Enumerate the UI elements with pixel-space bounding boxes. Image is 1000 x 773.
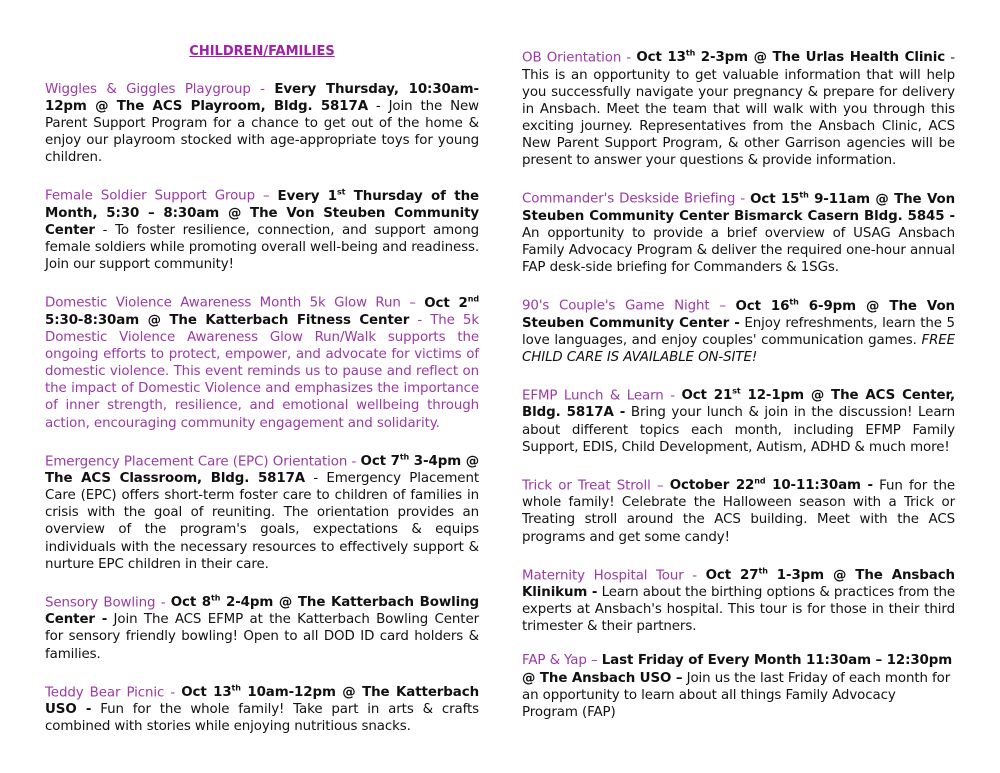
event-glow-run [45,290,479,431]
event-separator: – [254,188,278,204]
event-title: Sensory Bowling [45,595,156,611]
event-title: 90's Couple's Game Night [522,298,710,314]
event-title: Teddy Bear Picnic [45,685,165,701]
ordinal-suffix: th [799,190,809,200]
event-title: Trick or Treat Stroll [522,478,651,494]
event-when: Oct 2nd 5:30-8:30am @ The Katterbach Fitness Center [45,294,479,328]
event-maternity-tour [522,563,955,636]
event-female-soldier-support [45,183,479,273]
event-description: Join us the last Friday of each month for an opportunity to learn about all things Family Advocacy Program (FAP) [522,670,951,720]
event-description: - Join the New Parent Support Program for a chance to get out of the home & enjoy our playroom stocked with age-appropriate toys for young children. [45,99,479,166]
event-when: Oct 13th 10am-12pm @ The Katterbach USO - [45,683,480,718]
event-couples-game-night [522,293,955,366]
event-description: Enjoy refreshments, learn the 5 love languages, and enjoy couples' communication games. [522,315,955,348]
event-separator: - [250,82,275,97]
event-separator: – [709,298,736,314]
event-description: Bring your lunch & join in the discussion! Learn about different topics each month, including EFMP Family Support, EDIS, Child Development, Autism, ADHD & much more! [522,405,955,455]
event-when: Oct 27th 1-3pm @ The Ansbach Klinikum - [522,566,955,601]
ordinal-suffix: st [336,187,346,197]
event-trick-or-treat [522,473,955,546]
event-separator: – [400,295,425,311]
ordinal-suffix: th [231,683,241,693]
right-column [522,45,955,738]
event-separator: - [663,388,682,404]
event-description: Learn about the birthing options & practices from the experts at Ansbach's hospital. This tour is for those in their third trimester & their partners. [522,585,955,635]
event-separator: – [650,478,670,494]
section-heading: CHILDREN/FAMILIES [189,44,335,59]
ordinal-suffix: th [211,593,221,603]
event-description: An opportunity to provide a brief overview of USAG Ansbach Family Advocacy Program & deliver the required one-hour annual FAP desk-side briefing for Commanders & 1SGs. [522,225,955,275]
ordinal-suffix: th [399,452,410,462]
event-title: Commander's Deskside Briefing [522,191,736,207]
ordinal-suffix: st [732,386,741,396]
event-epc-orientation [45,449,479,573]
event-ob-orientation [522,45,955,169]
event-when: Oct 8th 2-4pm @ The Katterbach Bowling Center - [45,593,480,628]
ordinal-suffix: nd [467,294,479,304]
event-wiggles-giggles [45,81,479,166]
event-separator: - [735,191,751,207]
event-title: EFMP Lunch & Learn [522,388,664,404]
event-commanders-briefing [522,186,955,276]
event-title: Maternity Hospital Tour [522,568,684,584]
event-separator: - [347,454,361,470]
event-title: Domestic Violence Awareness Month 5k Glow Run [45,295,401,311]
event-separator: – [586,653,602,669]
event-fap-yap [522,652,955,720]
event-when: Oct 13th 2-3pm @ The Urlas Health Clinic [636,49,946,66]
event-description: - The 5k Domestic Violence Awareness Glow Run/Walk supports the ongoing efforts to protect, empower, and advocate for victims of domestic violence. This event reminds us to pause and reflect on the impact of Domestic Violence and emphasizes the importance of inner strength, resilience, and emotional wellbeing through action, encouraging community engagement and solidarity. [45,312,479,431]
event-separator: - [155,595,171,611]
event-description: - This is an opportunity to get valuable information that will help you successfully navigate your pregnancy & prepare for delivery in Ansbach. Meet the team that will walk with you through this exciting journey. Representatives from the Ansbach Clinic, ACS New Parent Support Program, & other Garrison agencies will be present to answer your questions & provide information. [522,50,956,169]
event-when: Every 1st Thursday of the Month, 5:30 – 8:30am @ The Von Steuben Community Center [45,187,479,239]
event-separator: - [621,50,637,66]
event-description: Join The ACS EFMP at the Katterbach Bowling Center for sensory friendly bowling! Open to all DOD ID card holders & families. [45,612,479,662]
event-when: Oct 15th 9-11am @ The Von Steuben Community Center Bismarck Casern Bldg. 5845 - [522,190,956,224]
event-description: - To foster resilience, connection, and support among female soldiers while promoting overall well-being and readiness. Join our support community! [45,223,479,273]
event-separator: - [164,685,182,701]
ordinal-suffix: th [789,297,799,307]
event-title: Wiggles & Giggles Playgroup [45,82,251,97]
event-note: FREE CHILD CARE IS AVAILABLE ON-SITE! [522,332,955,365]
event-separator: - [683,568,706,584]
event-when: Last Friday of Every Month 11:30am – 12:30pm @ The Ansbach USO – [522,653,953,686]
event-description: Fun for the whole family! Celebrate the Halloween season with a Trick or Treating stroll around the ACS building. Meet with the ACS programs and get some candy! [522,478,955,545]
event-when: October 22nd 10-11:30am - [669,476,873,494]
event-title: Emergency Placement Care (EPC) Orientation [45,454,348,470]
event-title: FAP & Yap [522,653,587,669]
event-description: Fun for the whole family! Take part in arts & crafts combined with stories while enjoying nutritious snacks. [45,702,480,735]
event-teddy-bear-picnic [45,680,479,736]
ordinal-suffix: th [685,49,696,58]
event-when: Oct 21st 12-1pm @ The ACS Center, Bldg. 5817A - [522,386,956,421]
event-when: Every Thursday, 10:30am-12pm @ The ACS Playroom, Bldg. 5817A [45,82,479,115]
event-when: Oct 7th 3-4pm @ The ACS Classroom, Bldg. 5817A [45,452,479,487]
ordinal-suffix: nd [754,476,766,486]
event-description: - Emergency Placement Care (EPC) offers short-term foster care to children of families in crisis with the goal of reuniting. The orientation provides an overview of the program's goals, expectations & equips individuals with the necessary resources to effectively support & nurture EPC children in their care. [45,471,479,572]
left-column [45,44,479,752]
ordinal-suffix: th [758,566,768,576]
event-title: OB Orientation [522,50,622,66]
event-sensory-bowling [45,590,479,663]
event-title: Female Soldier Support Group [45,188,255,204]
event-efmp-lunch-learn [522,383,955,456]
event-when: Oct 16th 6-9pm @ The Von Steuben Community Center - [522,297,955,331]
